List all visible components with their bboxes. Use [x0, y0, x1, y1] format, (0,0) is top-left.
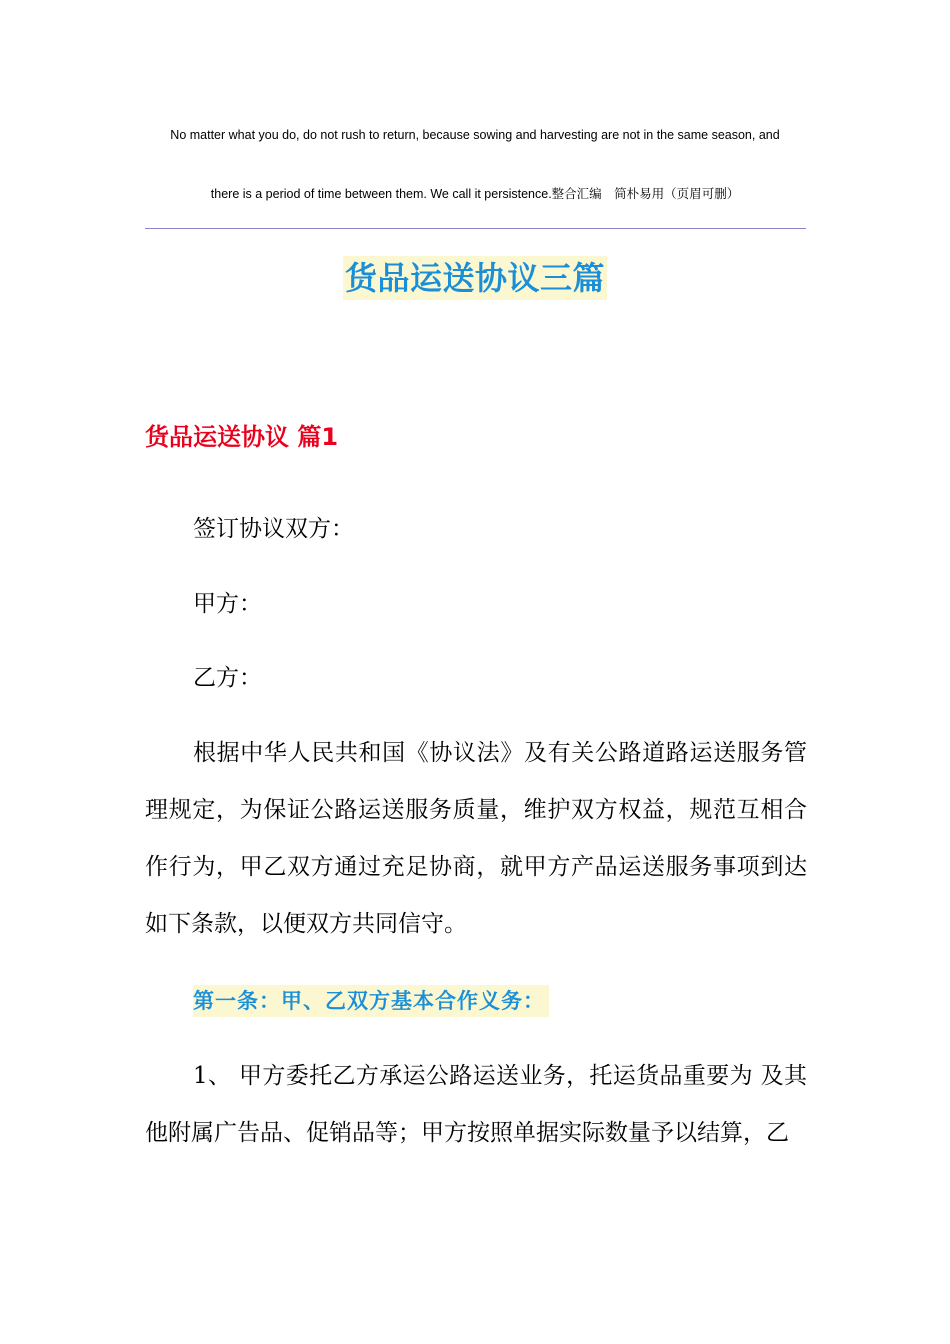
parties-label: 签订协议双方：	[193, 516, 354, 542]
document-title	[0, 256, 950, 306]
document-title-text: 货品运送协议三篇	[343, 256, 607, 300]
header-divider	[145, 228, 806, 229]
party-a-label: 甲方：	[193, 591, 262, 617]
article-1-heading-text: 第一条：甲、乙双方基本合作义务：	[193, 985, 549, 1017]
article-1-item-1: 1、 甲方委托乙方承运公路运送业务，托运货品重要为 及其他附属广告品、促销品等；甲方按照单据实际数量予以结算，乙	[145, 1063, 807, 1146]
section-heading: 货品运送协议 篇1	[145, 423, 339, 451]
header-text-line-1: No matter what you do, do not rush to return, because sowing and harvesting are not in the same season, and	[170, 128, 780, 142]
header-text-line-2: there is a period of time between them. We call it persistence.整合汇编 简朴易用（页眉可删）	[210, 187, 740, 201]
article-1-heading	[193, 985, 549, 1019]
intro-paragraph: 根据中华人民共和国《协议法》及有关公路道路运送服务管理规定，为保证公路运送服务质量，维护双方权益，规范互相合作行为，甲乙双方通过充足协商，就甲方产品运送服务事项到达如下条款，以便双方共同信守。	[145, 740, 807, 937]
party-b-label: 乙方：	[193, 665, 262, 691]
